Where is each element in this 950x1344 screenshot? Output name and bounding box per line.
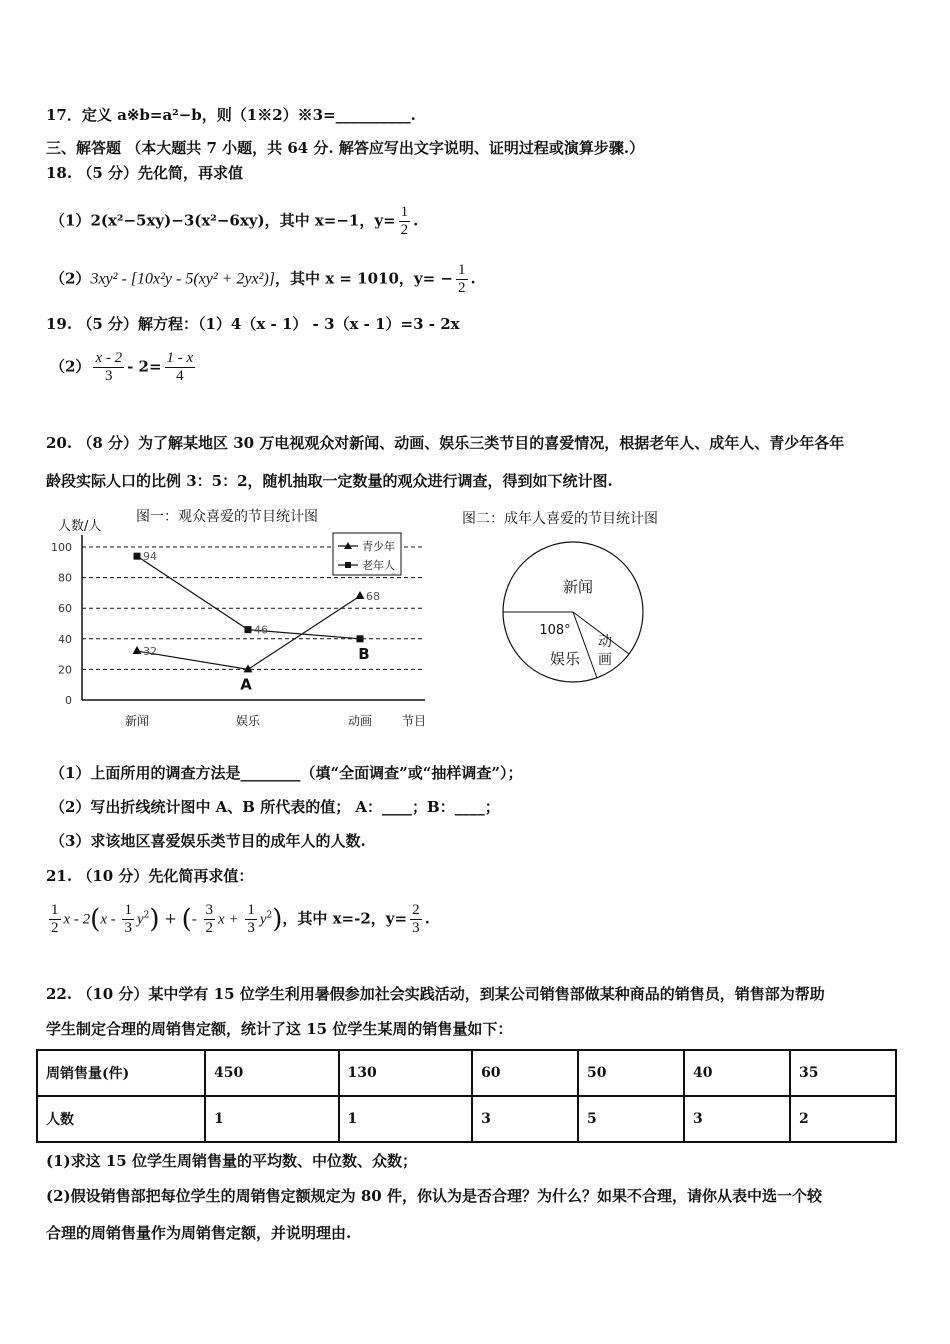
data-point <box>133 646 142 654</box>
table-cell: 60 <box>472 1050 578 1096</box>
q22-sub2b: 合理的周销售量作为周销售定额，并说明理由. <box>46 1224 352 1242</box>
legend-label: 青少年 <box>362 540 395 553</box>
frac-den: 4 <box>176 368 184 384</box>
q19-title: 19. （5 分）解方程：（1）4（x - 1） - 3（x - 1）=3 - 2x <box>46 315 460 333</box>
chart2-title: 图二：成年人喜爱的节目统计图 <box>462 511 658 527</box>
q21-title: 21. （10 分）先化简再求值： <box>46 867 254 885</box>
q20-sub3: （3）求该地区喜爱娱乐类节目的成年人的人数. <box>50 832 366 850</box>
q17-text: 17．定义 a※b=a²−b，则（1※2）※3=__________. <box>46 106 416 124</box>
frac-three-halves: $\frac{3}{2}$ <box>205 902 214 936</box>
table-cell: 周销售量(件) <box>37 1050 205 1096</box>
table-cell: 3 <box>472 1096 578 1142</box>
table-cell: 1 <box>339 1096 473 1142</box>
y-tick-label: 40 <box>58 632 72 646</box>
frac-third-2: $\frac{1}{3}$ <box>247 902 255 936</box>
data-label: 68 <box>366 589 380 603</box>
chart1-title: 图一：观众喜爱的节目统计图 <box>136 509 318 525</box>
q18-p2-fraction <box>456 262 468 297</box>
frac-den: 2 <box>458 280 466 296</box>
q19-part2 <box>50 350 198 385</box>
frac-num: 1 - x <box>166 350 194 366</box>
q22-line2: 学生制定合理的周销售定额，统计了这 15 位学生某周的销售量如下： <box>46 1020 513 1038</box>
line-chart <box>40 515 440 735</box>
x-axis-label: 节目 <box>401 714 427 728</box>
data-label: 94 <box>143 550 157 564</box>
q19-fraction-2 <box>165 350 196 385</box>
q19-fraction-1 <box>93 350 124 385</box>
table-row <box>37 1050 896 1096</box>
data-point <box>134 553 141 560</box>
frac-third: $\frac{1}{3}$ <box>124 902 132 936</box>
q18-p2-label: （2） <box>50 269 91 288</box>
y-tick-label: 60 <box>58 602 72 616</box>
data-point <box>245 626 252 633</box>
y-tick-label: 20 <box>58 663 72 677</box>
frac-den: 2 <box>400 222 409 238</box>
frac-num: 2 <box>412 902 420 918</box>
q18-p2-cond: ，其中 x = 1010，y= − <box>275 269 454 288</box>
q18-title: 18. （5 分）先化简，再求值 <box>46 164 243 182</box>
q22-sub2a: (2)假设销售部把每位学生的周销售定额规定为 80 件，你认为是否合理？为什么？如果不合理，请你从表中选一个较 <box>46 1187 822 1205</box>
legend-label: 老年人 <box>362 559 395 572</box>
frac-num: 1 <box>400 204 409 220</box>
frac-num: x - 2 <box>95 350 123 366</box>
y-tick-label: 100 <box>51 541 72 554</box>
x-tick-label: 娱乐 <box>235 714 261 728</box>
frac-num: 1 <box>458 262 466 278</box>
pie-angle-label: 108° <box>539 623 571 638</box>
q18-p1-label: （1） <box>50 211 91 230</box>
x-tick-label: 动画 <box>347 714 373 728</box>
q18-p1-expr: 2(x²−5xy)−3(x²−6xy)，其中 x=−1，y= <box>90 211 396 230</box>
table-cell: 50 <box>578 1050 684 1096</box>
data-label: 32 <box>143 645 157 659</box>
section-heading: 三、解答题 （本大题共 7 小题，共 64 分. 解答应写出文字说明、证明过程或演算步骤.） <box>46 139 645 157</box>
q18-part1: （1）2(x²−5xy)−3(x²−6xy)，其中 x=−1，y= $\frac{1}{2}$ . <box>50 204 419 238</box>
pie-chart <box>500 530 660 700</box>
q20-sub2: （2）写出折线统计图中 A、B 所代表的值； A：____；B：____； <box>50 798 500 816</box>
table-cell: 35 <box>790 1050 896 1096</box>
q19-p2-label: （2） <box>50 357 91 376</box>
q22-line1: 22. （10 分）某中学有 15 位学生利用暑假参加社会实践活动，到某公司销售部做某种商品的销售员，销售部为帮助 <box>46 985 825 1003</box>
q18-p1-fraction <box>399 204 411 239</box>
table-cell: 130 <box>339 1050 473 1096</box>
data-label: 46 <box>254 623 268 637</box>
data-point <box>356 591 365 599</box>
pie-slice-label: 娱乐 <box>549 650 581 668</box>
legend-marker <box>345 562 351 568</box>
q20-line1: 20. （8 分）为了解某地区 30 万电视观众对新闻、动画、娱乐三类节目的喜爱情况，根据老年人、成年人、青少年各年 <box>46 434 845 452</box>
table-cell: 1 <box>205 1096 339 1142</box>
q21-cond: ，其中 x=-2，y= <box>282 909 408 928</box>
q20-line2: 龄段实际人口的比例 3：5：2，随机抽取一定数量的观众进行调查，得到如下统计图. <box>46 472 613 490</box>
q20-sub1: （1）上面所用的调查方法是________（填“全面调查”或“抽样调查”）； <box>50 764 523 782</box>
table-cell: 3 <box>684 1096 790 1142</box>
table-cell: 5 <box>578 1096 684 1142</box>
q22-sub1: (1)求这 15 位学生周销售量的平均数、中位数、众数； <box>46 1152 417 1170</box>
table-cell: 2 <box>790 1096 896 1142</box>
pie-slice-label: 画 <box>598 652 612 668</box>
y-tick-label: 0 <box>65 694 72 707</box>
q19-mid: - 2= <box>127 357 162 376</box>
table-cell: 450 <box>205 1050 339 1096</box>
table-row <box>37 1096 896 1142</box>
frac-half: $\frac{1}{2}$ <box>51 902 59 936</box>
data-label: A <box>240 675 252 694</box>
x-tick-label: 新闻 <box>124 714 150 728</box>
table-cell: 40 <box>684 1050 790 1096</box>
q18-p2-expr: 3xy² - [10x²y - 5(xy² + 2yx²)] <box>90 270 275 288</box>
data-point <box>357 635 364 642</box>
q21-expression: $\frac{1}{2}$ x - 2(x - $\frac{1}{3}$ $y^2$) + (- $\frac{3}{2}$ x + $\frac{1}{3}$ $y^2$)，其中 x=-2，y= $\frac{2}{3}$ . <box>51 902 430 936</box>
frac-den: 3 <box>105 368 113 384</box>
y-axis-label: 人数/人 <box>58 519 102 534</box>
pie-slice-label: 动 <box>598 634 612 650</box>
frac-den: 3 <box>412 920 420 936</box>
q21-y-fraction <box>410 902 422 937</box>
table-cell: 人数 <box>37 1096 205 1142</box>
pie-slice-label: 新闻 <box>562 578 594 596</box>
y-tick-label: 80 <box>58 571 72 585</box>
data-label: B <box>358 644 370 663</box>
sales-table <box>36 1049 897 1143</box>
q18-part2: （2）3xy² - [10x²y - 5(xy² + 2yx²)]，其中 x = 1010，y= − $\frac{1}{2}$ . <box>50 262 476 296</box>
